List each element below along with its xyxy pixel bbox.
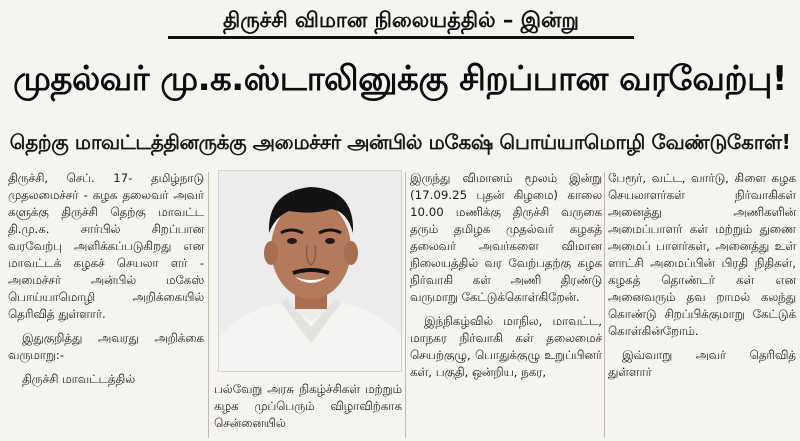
- kicker-heading: திருச்சி விமான நிலையத்தில் – இன்று: [168, 5, 634, 39]
- main-headline: முதல்வர் மு.க.ஸ்டாலினுக்கு சிறப்பான வரவேற்பு!: [13, 59, 787, 99]
- article-paragraph: இவ்வாறு அவர் தெரிவித் துள்ளார்: [608, 348, 796, 379]
- article-column-3: [410, 170, 602, 438]
- article-paragraph: இருந்து விமானம் மூலம் இன்று (17.09.25 புதன் கிழமை) காலை 10.00 மணிக்கு திருச்சி வருகை தரும் தமிழக முதல்வர் கழகத் தலைவர் அவர்களை விமான நிலையத்தில் வர வேற்பதற்கு கழக நிர்வாகி கள் அணி திரண்டு வருமாறு கேட்டுக்கொள்கிறேன்.: [410, 171, 602, 304]
- article-column-1: [8, 170, 204, 438]
- article-paragraph: பேரூர், வட்ட, வார்டு, கிளை கழக செயலாளர்கள் நிர்வாகிகள் அனைத்து அணிகளின் அமைப்பாளர் கள் மற்றும் துணை அமைப் பாளர்கள், அனைத்து உள் ளாட்சி அமைப்பின் பிரதி நிதிகள், கழகத் தொண்டர் கள் என அனைவரும் தவ றாமல் கலந்து கொண்டு சிறப்பிக்குமாறு கேட்டுக் கொள்கின்றோம்.: [608, 171, 796, 338]
- column-divider: [405, 172, 406, 438]
- article-paragraph: இந்நிகழ்வில் மாநில, மாவட்ட, மாநகர நிர்வாகி கள் தலைமைச் செயற்குழு, பொதுக்குழு உறுப்பினர் கள், பகுதி, ஒன்றிய, நகர,: [410, 314, 602, 379]
- article-column-2: [214, 381, 402, 441]
- article-paragraph: திருச்சி மாவட்டத்தில்: [22, 372, 135, 386]
- column-divider: [208, 172, 209, 438]
- sub-headline: தெற்கு மாவட்டத்தினருக்கு அமைச்சர் அன்பில் மகேஷ் பொய்யாமொழி வேண்டுகோள்!: [9, 130, 791, 154]
- column-divider: [604, 172, 605, 438]
- portrait-illustration: [219, 171, 402, 372]
- portrait-photo: [218, 170, 402, 372]
- article-column-4: [608, 170, 796, 438]
- article-paragraph: இதுகுறித்து அவரது அறிக்கை வருமாறு:-: [8, 331, 204, 362]
- article-paragraph: திருச்சி, செப். 17- தமிழ்நாடு முதலமைச்சர் - கழக தலைவர் அவர் களுக்கு திருச்சி தெற்கு மாவட்ட தி.மு.க. சார்பில் சிறப்பான வரவேற்பு அளிக்கப்படுகிறது என மாவட்டக் கழகச் செயலா ளர் - அமைச்சர் அன்பில் மகேஸ் பொய்யாமொழி அறிக்கையில் தெரிவித் துள்ளார்.: [8, 171, 204, 321]
- article-paragraph: பல்வேறு அரசு நிகழ்ச்சிகள் மற்றும் கழக முப்பெரும் விழாவிற்காக சென்னையில்: [214, 382, 402, 430]
